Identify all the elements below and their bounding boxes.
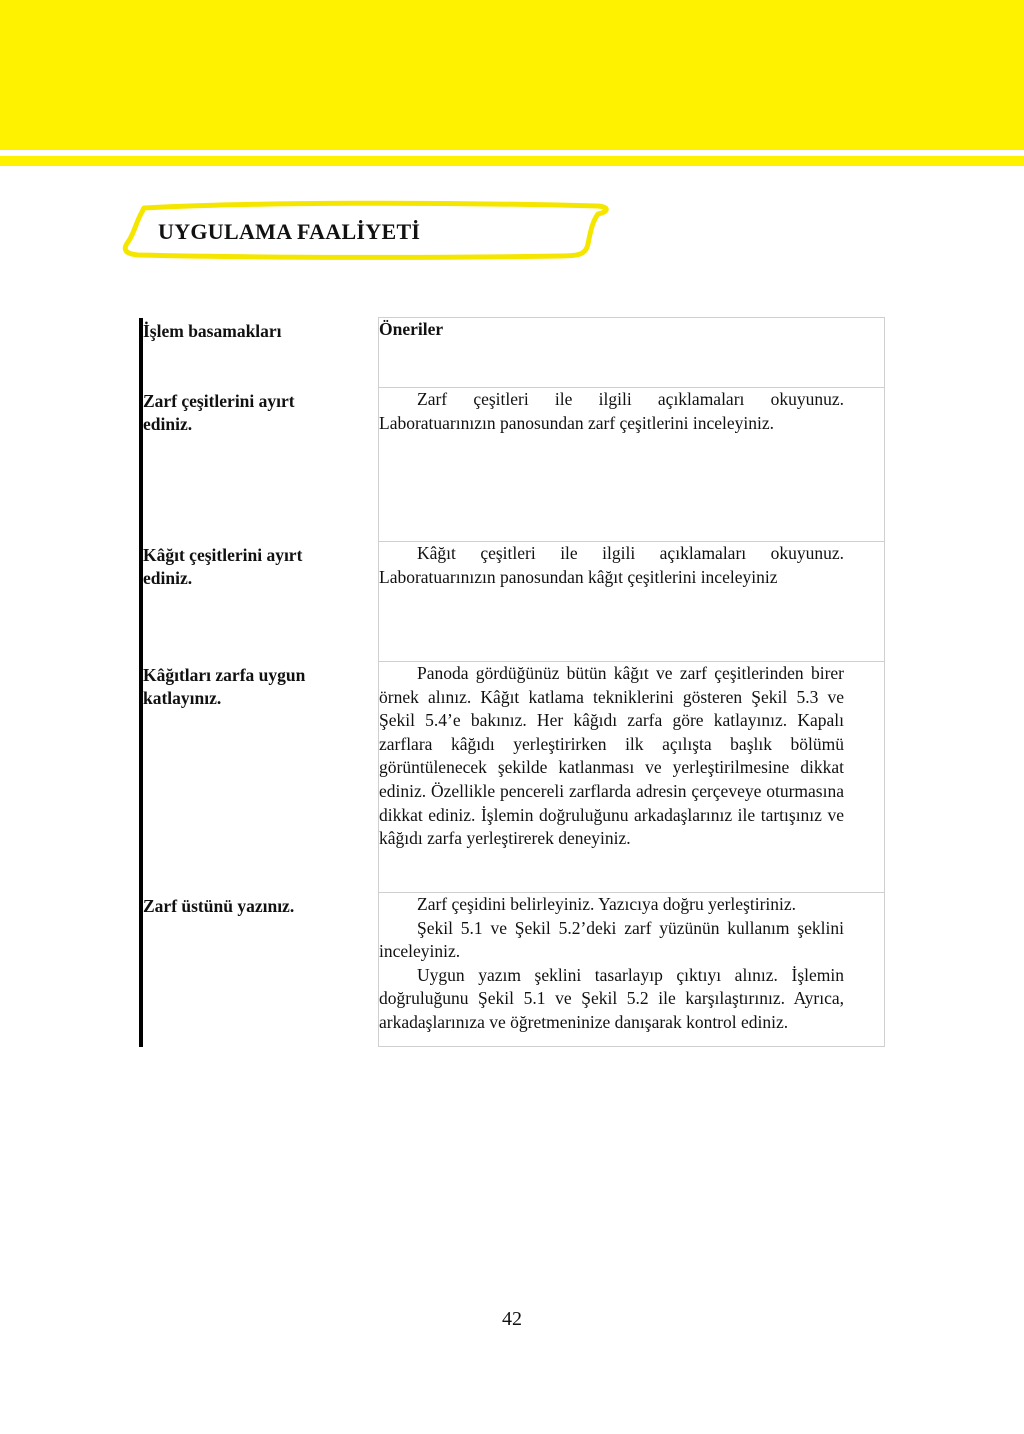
suggestion-cell <box>379 542 885 662</box>
step-cell <box>141 662 379 893</box>
header-cell-steps <box>141 318 379 388</box>
suggestion-paragraph: Panoda gördüğünüz bütün kâğıt ve zarf çeşitlerinden birer örnek alınız. Kâğıt katlama tekniklerini gösteren Şekil 5.3 ve Şekil 5.4’e bakınız. Her kâğıdı zarfa göre katlayınız. Kapalı zarflara kâğıdı yerleştirirken ilk açılışta başlık bölümü görüntülenecek şekilde katlanması ve yerleştirilmesine dikkat ediniz. Özellikle pencereli zarflarda adresin çerçeveye oturmasına dikkat ediniz. İşlemin doğruluğunu arkadaşlarınız ile tartışınız ve kâğıdı zarfa yerleştirerek deneyiniz. <box>379 663 844 849</box>
table-row <box>141 893 885 1047</box>
step-text: Zarf üstünü yazınız. <box>143 895 295 916</box>
header-steps-label: İşlem basamakları <box>143 320 282 341</box>
step-cell <box>141 542 379 662</box>
suggestion-cell <box>379 388 885 542</box>
activity-table <box>139 317 885 1047</box>
suggestion-paragraph: Zarf çeşidini belirleyiniz. Yazıcıya doğru yerleştiriniz. <box>417 894 797 914</box>
header-suggestions-label: Öneriler <box>379 319 444 339</box>
section-title: UYGULAMA FAALİYETİ <box>158 219 421 244</box>
section-banner <box>120 200 610 260</box>
header-yellow-stripe <box>0 156 1024 166</box>
table-row <box>141 388 885 542</box>
table-header-row <box>141 318 885 388</box>
suggestion-paragraph: Şekil 5.1 ve Şekil 5.2’deki zarf yüzünün kullanım şeklini inceleyiniz. <box>379 917 844 962</box>
suggestion-paragraph: Uygun yazım şeklini tasarlayıp çıktıyı alınız. İşlemin doğruluğunu Şekil 5.1 ve Şekil 5.2 ile karşılaştırınız. Ayrıca, arkadaşlarınıza ve öğretmeninize danışarak kontrol ediniz. <box>379 964 844 1032</box>
page-number: 42 <box>502 1308 522 1330</box>
step-text: Kâğıt çeşitlerini ayırt ediniz. <box>143 544 303 589</box>
suggestion-cell <box>379 662 885 893</box>
table-row <box>141 542 885 662</box>
suggestion-paragraph: Zarf çeşitleri ile ilgili açıklamaları okuyunuz. Laboratuarınızın panosundan zarf çeşitlerini inceleyiniz. <box>379 389 844 433</box>
table-row <box>141 662 885 893</box>
step-text: Kâğıtları zarfa uygun katlayınız. <box>143 664 306 709</box>
header-yellow-band <box>0 0 1024 150</box>
step-cell <box>141 893 379 1047</box>
header-cell-suggestions <box>379 318 885 388</box>
step-text: Zarf çeşitlerini ayırt ediniz. <box>143 390 295 435</box>
step-cell <box>141 388 379 542</box>
suggestion-cell <box>379 893 885 1047</box>
suggestion-paragraph: Kâğıt çeşitleri ile ilgili açıklamaları okuyunuz. Laboratuarınızın panosundan kâğıt çeşitlerini inceleyiniz <box>379 543 844 587</box>
